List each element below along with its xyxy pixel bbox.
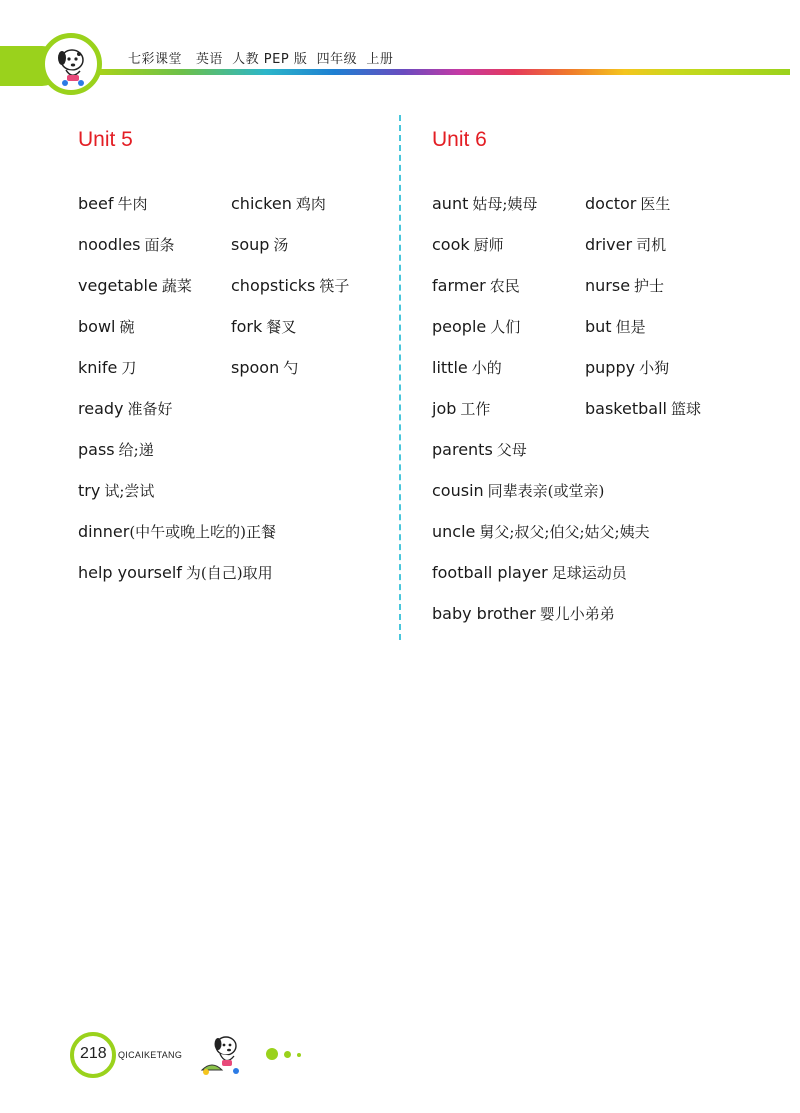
- vocab-entry: [432, 316, 520, 337]
- vocab-meaning: 小的: [471, 359, 502, 377]
- vocab-meaning: 舅父;叔父;伯父;姑父;姨夫: [479, 523, 650, 541]
- vocab-entry: [585, 316, 646, 337]
- vocab-meaning: 护士: [634, 277, 665, 295]
- vocab-entry: [78, 316, 135, 337]
- vocab-entry: [78, 275, 192, 296]
- decor-dot: [266, 1048, 278, 1060]
- vocab-word: fork: [231, 317, 263, 336]
- vocab-word: cousin: [432, 481, 484, 500]
- column-divider: [399, 115, 401, 640]
- vocab-word: uncle: [432, 522, 476, 541]
- vocab-word: people: [432, 317, 487, 336]
- decor-dot: [297, 1053, 301, 1057]
- vocab-entry: [231, 234, 288, 255]
- vocab-entry: [432, 603, 615, 624]
- vocab-meaning: 准备好: [127, 400, 173, 418]
- vocab-entry: [585, 357, 669, 378]
- vocab-word: soup: [231, 235, 270, 254]
- vocab-meaning: 为(自己)取用: [185, 564, 273, 582]
- footer-brand: QICAIKETANG: [118, 1050, 183, 1060]
- vocab-word: help yourself: [78, 563, 182, 582]
- vocab-word: aunt: [432, 194, 469, 213]
- vocab-entry: [231, 275, 349, 296]
- vocab-entry: [432, 521, 650, 542]
- vocab-meaning: 人们: [490, 318, 521, 336]
- vocab-meaning: 篮球: [670, 400, 701, 418]
- vocab-word: noodles: [78, 235, 141, 254]
- vocab-meaning: 给;递: [118, 441, 154, 459]
- page-number: 218: [80, 1045, 107, 1062]
- vocab-entry: [432, 480, 604, 501]
- vocab-word: doctor: [585, 194, 637, 213]
- vocab-word: vegetable: [78, 276, 158, 295]
- vocab-meaning: 司机: [636, 236, 667, 254]
- vocab-meaning: 姑母;姨母: [472, 195, 538, 213]
- vocab-word: puppy: [585, 358, 636, 377]
- vocab-entry: [432, 562, 627, 583]
- unit6-title: Unit 6: [432, 128, 487, 151]
- vocab-entry: [231, 193, 326, 214]
- vocab-word: parents: [432, 440, 493, 459]
- vocab-word: farmer: [432, 276, 486, 295]
- vocab-meaning: 同辈表亲(或堂亲): [487, 482, 605, 500]
- vocab-meaning: 小狗: [639, 359, 670, 377]
- vocab-word: basketball: [585, 399, 667, 418]
- vocab-word: chopsticks: [231, 276, 316, 295]
- header-title: 七彩课堂 英语 人教 PEP 版 四年级 上册: [128, 52, 394, 67]
- vocab-word: spoon: [231, 358, 280, 377]
- vocab-entry: [231, 357, 298, 378]
- vocab-entry: [78, 439, 154, 460]
- unit5-title: Unit 5: [78, 128, 133, 151]
- vocab-meaning: 试;尝试: [104, 482, 155, 500]
- vocab-entry: [78, 521, 276, 542]
- vocab-meaning: 面条: [144, 236, 175, 254]
- vocab-meaning: 筷子: [319, 277, 350, 295]
- decor-dot: [284, 1051, 291, 1058]
- vocab-meaning: 蔬菜: [161, 277, 192, 295]
- header-rainbow-bar: [100, 69, 790, 75]
- vocab-word: job: [432, 399, 457, 418]
- vocab-meaning: 汤: [273, 236, 289, 254]
- vocab-entry: [78, 480, 154, 501]
- vocab-entry: [78, 398, 173, 419]
- vocab-word: beef: [78, 194, 114, 213]
- vocab-meaning: 医生: [640, 195, 671, 213]
- vocab-entry: [78, 357, 136, 378]
- vocab-entry: [432, 234, 504, 255]
- page-header: [0, 0, 800, 100]
- vocab-meaning: 婴儿小弟弟: [539, 605, 615, 623]
- vocab-entry: [585, 193, 670, 214]
- dalmatian-puppy-mascot-icon: [48, 40, 96, 88]
- vocab-entry: [231, 316, 296, 337]
- vocab-entry: [432, 275, 520, 296]
- vocab-meaning: 牛肉: [117, 195, 148, 213]
- vocab-word: baby brother: [432, 604, 536, 623]
- vocab-word: ready: [78, 399, 124, 418]
- vocab-entry: [78, 562, 273, 583]
- vocab-word: nurse: [585, 276, 631, 295]
- vocab-meaning: 餐叉: [266, 318, 297, 336]
- vocab-meaning: 父母: [496, 441, 527, 459]
- vocab-meaning: 刀: [121, 359, 137, 377]
- vocab-word: cook: [432, 235, 470, 254]
- vocab-word: chicken: [231, 194, 292, 213]
- vocab-entry: [78, 193, 148, 214]
- vocab-word: pass: [78, 440, 115, 459]
- vocab-meaning: 但是: [615, 318, 646, 336]
- vocab-meaning: 碗: [119, 318, 135, 336]
- vocab-entry: [432, 357, 502, 378]
- vocab-entry: [585, 398, 701, 419]
- vocab-word: driver: [585, 235, 633, 254]
- vocab-entry: [585, 275, 664, 296]
- vocab-entry: [432, 398, 490, 419]
- vocab-meaning: 工作: [460, 400, 491, 418]
- vocab-meaning: 厨师: [473, 236, 504, 254]
- vocab-entry: [585, 234, 666, 255]
- vocab-word: little: [432, 358, 468, 377]
- vocab-meaning: 鸡肉: [295, 195, 326, 213]
- vocab-word: knife: [78, 358, 118, 377]
- vocab-entry: [432, 439, 527, 460]
- vocab-entry: [78, 234, 175, 255]
- vocab-meaning: (中午或晚上吃的)正餐: [129, 523, 277, 541]
- vocab-word: football player: [432, 563, 548, 582]
- dalmatian-puppy-mascot-icon: [196, 1030, 250, 1078]
- vocab-word: dinner: [78, 522, 130, 541]
- vocab-meaning: 勺: [283, 359, 299, 377]
- vocab-meaning: 足球运动员: [551, 564, 627, 582]
- vocab-word: bowl: [78, 317, 116, 336]
- vocab-word: try: [78, 481, 101, 500]
- vocab-word: but: [585, 317, 612, 336]
- vocab-meaning: 农民: [489, 277, 520, 295]
- vocab-entry: [432, 193, 537, 214]
